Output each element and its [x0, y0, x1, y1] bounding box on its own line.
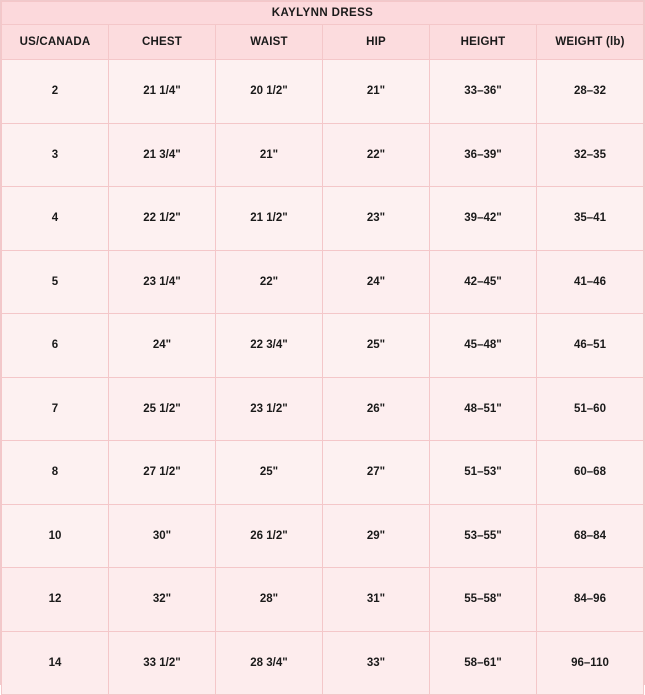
- column-header-weight: WEIGHT (lb): [537, 25, 644, 60]
- cell-weight: 28–32: [537, 60, 644, 124]
- cell-weight: 68–84: [537, 504, 644, 568]
- cell-hip: 29": [323, 504, 430, 568]
- cell-weight: 35–41: [537, 187, 644, 251]
- cell-waist: 20 1/2": [216, 60, 323, 124]
- cell-hip: 31": [323, 568, 430, 632]
- table-row: [2, 441, 644, 505]
- cell-hip: 24": [323, 250, 430, 314]
- cell-weight: 46–51: [537, 314, 644, 378]
- cell-hip: 22": [323, 123, 430, 187]
- cell-height: 55–58": [430, 568, 537, 632]
- cell-height: 39–42": [430, 187, 537, 251]
- cell-size: 10: [2, 504, 109, 568]
- cell-chest: 32": [109, 568, 216, 632]
- cell-waist: 28 3/4": [216, 631, 323, 695]
- cell-height: 42–45": [430, 250, 537, 314]
- cell-chest: 21 3/4": [109, 123, 216, 187]
- table-row: [2, 377, 644, 441]
- cell-weight: 96–110: [537, 631, 644, 695]
- cell-size: 5: [2, 250, 109, 314]
- cell-waist: 22": [216, 250, 323, 314]
- cell-size: 6: [2, 314, 109, 378]
- cell-waist: 28": [216, 568, 323, 632]
- cell-height: 45–48": [430, 314, 537, 378]
- title-row: [2, 2, 644, 25]
- cell-chest: 30": [109, 504, 216, 568]
- cell-height: 33–36": [430, 60, 537, 124]
- cell-height: 53–55": [430, 504, 537, 568]
- table-row: [2, 60, 644, 124]
- table-row: [2, 187, 644, 251]
- cell-weight: 51–60: [537, 377, 644, 441]
- cell-height: 36–39": [430, 123, 537, 187]
- cell-weight: 84–96: [537, 568, 644, 632]
- cell-size: 8: [2, 441, 109, 505]
- cell-waist: 21": [216, 123, 323, 187]
- cell-chest: 33 1/2": [109, 631, 216, 695]
- column-header-height: HEIGHT: [430, 25, 537, 60]
- table-row: [2, 568, 644, 632]
- cell-weight: 32–35: [537, 123, 644, 187]
- table-row: [2, 123, 644, 187]
- cell-chest: 24": [109, 314, 216, 378]
- cell-hip: 25": [323, 314, 430, 378]
- table-row: [2, 314, 644, 378]
- cell-waist: 23 1/2": [216, 377, 323, 441]
- cell-height: 51–53": [430, 441, 537, 505]
- column-header-waist: WAIST: [216, 25, 323, 60]
- column-header-chest: CHEST: [109, 25, 216, 60]
- cell-hip: 26": [323, 377, 430, 441]
- cell-chest: 27 1/2": [109, 441, 216, 505]
- cell-chest: 25 1/2": [109, 377, 216, 441]
- cell-waist: 21 1/2": [216, 187, 323, 251]
- cell-waist: 22 3/4": [216, 314, 323, 378]
- cell-chest: 23 1/4": [109, 250, 216, 314]
- cell-size: 12: [2, 568, 109, 632]
- cell-weight: 60–68: [537, 441, 644, 505]
- cell-size: 3: [2, 123, 109, 187]
- table-row: [2, 250, 644, 314]
- cell-hip: 33": [323, 631, 430, 695]
- cell-chest: 21 1/4": [109, 60, 216, 124]
- cell-hip: 21": [323, 60, 430, 124]
- cell-size: 4: [2, 187, 109, 251]
- cell-waist: 26 1/2": [216, 504, 323, 568]
- cell-hip: 27": [323, 441, 430, 505]
- size-chart-table: [1, 1, 644, 695]
- cell-chest: 22 1/2": [109, 187, 216, 251]
- cell-waist: 25": [216, 441, 323, 505]
- cell-size: 2: [2, 60, 109, 124]
- table-row: [2, 504, 644, 568]
- column-header-hip: HIP: [323, 25, 430, 60]
- chart-title: KAYLYNN DRESS: [2, 2, 644, 25]
- cell-height: 48–51": [430, 377, 537, 441]
- cell-height: 58–61": [430, 631, 537, 695]
- header-row: [2, 25, 644, 60]
- cell-weight: 41–46: [537, 250, 644, 314]
- cell-size: 14: [2, 631, 109, 695]
- cell-size: 7: [2, 377, 109, 441]
- cell-hip: 23": [323, 187, 430, 251]
- column-header-us-canada: US/CANADA: [2, 25, 109, 60]
